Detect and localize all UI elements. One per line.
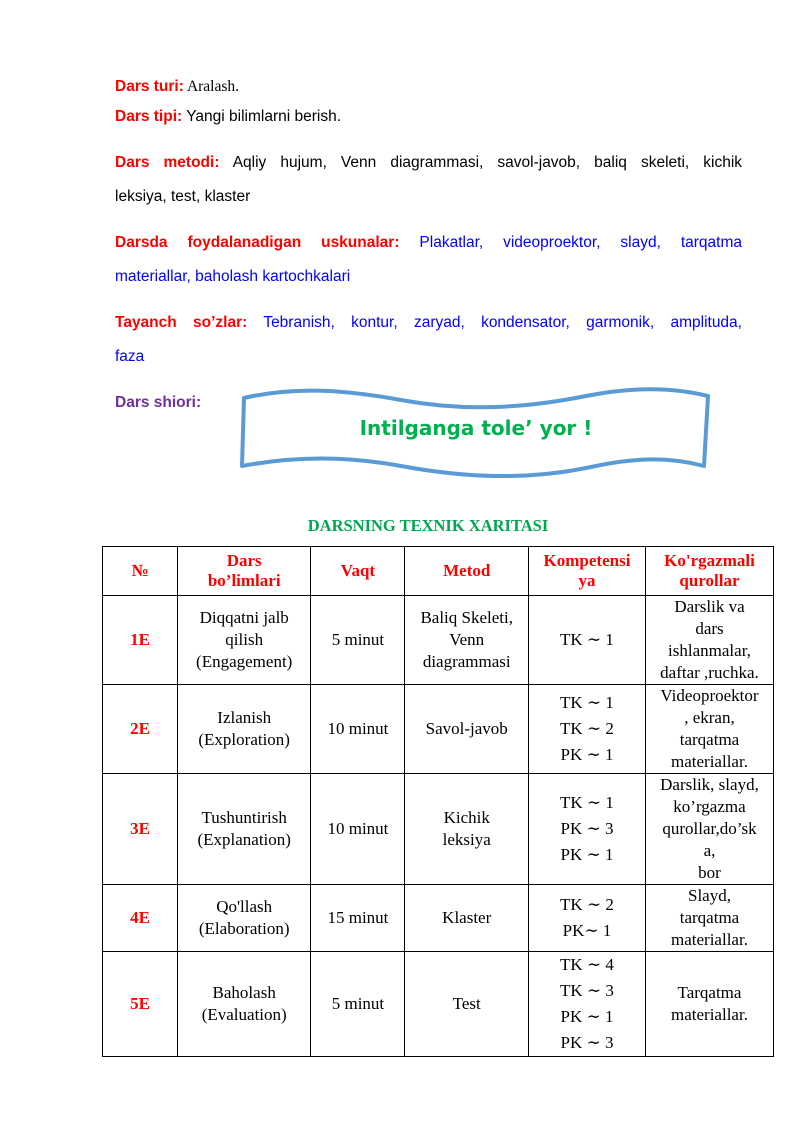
cell-method-line: Venn <box>449 630 485 649</box>
cell-number: 4E <box>103 885 178 952</box>
header-visual-aids-line: qurollar <box>679 571 740 590</box>
cell-section-line: Qo'llash <box>216 897 273 916</box>
cell-visual-aids <box>645 952 773 1057</box>
lesson-kind-label: Dars tipi: <box>115 108 183 125</box>
cell-section-line: (Engagement) <box>196 652 293 671</box>
cell-method-line: Test <box>452 994 481 1013</box>
cell-method <box>405 952 529 1057</box>
cell-visual-aids-line: tarqatma <box>679 730 740 749</box>
cell-competence-line: PK ∼ 1 <box>560 1007 614 1026</box>
cell-competence <box>528 685 645 774</box>
table-row <box>103 596 774 685</box>
cell-method <box>405 596 529 685</box>
table-header-row <box>103 547 774 596</box>
cell-visual-aids-line: Tarqatma <box>677 983 742 1002</box>
cell-section-line: (Explanation) <box>197 830 291 849</box>
lesson-method-label: Dars metodi: <box>115 154 220 171</box>
cell-method-line: Baliq Skeleti, <box>420 608 513 627</box>
cell-method-line: Savol-javob <box>425 719 508 738</box>
slogan-text: Intilganga tole’ yor ! <box>359 416 593 440</box>
keywords-value-line2: faza <box>115 348 145 365</box>
cell-time: 10 minut <box>311 774 405 885</box>
cell-competence-line: TK ∼ 3 <box>560 981 614 1000</box>
cell-number: 3E <box>103 774 178 885</box>
equipment-value-line2: materiallar, baholash kartochkalari <box>115 268 351 285</box>
cell-section-line: (Exploration) <box>198 730 290 749</box>
lesson-type-value: Aralash. <box>186 78 240 95</box>
cell-visual-aids-line: a, <box>703 841 716 860</box>
keywords-row <box>115 314 742 332</box>
cell-visual-aids-line: materiallar. <box>671 930 748 949</box>
header-section-line: Dars <box>226 551 262 570</box>
cell-number: 1E <box>103 596 178 685</box>
lesson-type-label: Dars turi: <box>115 78 184 95</box>
cell-method <box>405 774 529 885</box>
header-visual-aids <box>645 547 773 596</box>
cell-visual-aids-line: Darslik va <box>674 597 745 616</box>
header-section <box>177 547 310 596</box>
cell-competence <box>528 596 645 685</box>
cell-visual-aids <box>645 774 773 885</box>
cell-visual-aids-line: materiallar. <box>671 1005 748 1024</box>
cell-section-line: Tushuntirish <box>201 808 287 827</box>
cell-competence-line: TK ∼ 1 <box>560 630 614 649</box>
cell-competence-line: PK ∼ 1 <box>560 745 614 764</box>
header-competence-line: ya <box>578 571 596 590</box>
lesson-method-value-line1: Aqliy hujum, Venn diagrammasi, savol-javob, baliq skeleti, kichik <box>232 154 743 171</box>
cell-method-line: Klaster <box>442 908 492 927</box>
technical-map-title: DARSNING TEXNIK XARITASI <box>307 516 549 535</box>
table-row <box>103 952 774 1057</box>
cell-method-line: diagrammasi <box>422 652 511 671</box>
equipment-row <box>115 234 742 252</box>
table-row <box>103 685 774 774</box>
keywords-value-line1: Tebranish, kontur, zaryad, kondensator, garmonik, amplituda, <box>263 314 742 331</box>
cell-time: 5 minut <box>311 952 405 1057</box>
cell-visual-aids-line: ishlanmalar, <box>668 641 751 660</box>
header-competence-line: Kompetensi <box>543 551 631 570</box>
equipment-row-cont <box>115 268 742 286</box>
cell-visual-aids-line: materiallar. <box>671 752 748 771</box>
cell-section <box>177 885 310 952</box>
cell-visual-aids-line: , ekran, <box>684 708 735 727</box>
lesson-method-value-line2: leksiya, test, klaster <box>115 188 251 205</box>
cell-competence <box>528 885 645 952</box>
cell-section-line: (Elaboration) <box>198 919 290 938</box>
header-number: № <box>103 547 178 596</box>
equipment-label: Darsda foydalanadigan uskunalar: <box>115 234 400 251</box>
cell-visual-aids-line: Slayd, <box>687 886 731 905</box>
lesson-kind-row <box>115 108 742 126</box>
cell-method-line: Kichik <box>443 808 490 827</box>
lesson-method-row <box>115 154 742 172</box>
cell-competence-line: PK∼ 1 <box>562 921 612 940</box>
lesson-method-row-cont <box>115 188 742 206</box>
cell-competence-line: PK ∼ 3 <box>560 1033 614 1052</box>
lesson-kind-value: Yangi bilimlarni berish. <box>186 108 341 125</box>
table-body <box>103 596 774 1057</box>
header-section-line: bo’limlari <box>207 571 281 590</box>
technical-map-table <box>102 546 774 1057</box>
cell-competence-line: TK ∼ 1 <box>560 693 614 712</box>
cell-visual-aids-line: Darslik, slayd, <box>660 775 759 794</box>
cell-visual-aids-line: tarqatma <box>679 908 740 927</box>
cell-number: 5E <box>103 952 178 1057</box>
cell-visual-aids-line: bor <box>698 863 721 882</box>
cell-visual-aids-line: daftar ,ruchka. <box>660 663 759 682</box>
cell-competence-line: PK ∼ 3 <box>560 819 614 838</box>
cell-section-line: Baholash <box>212 983 276 1002</box>
cell-section <box>177 952 310 1057</box>
cell-time: 5 minut <box>311 596 405 685</box>
cell-competence-line: PK ∼ 1 <box>560 845 614 864</box>
cell-visual-aids-line: dars <box>695 619 724 638</box>
cell-competence-line: TK ∼ 2 <box>560 895 614 914</box>
cell-method <box>405 885 529 952</box>
keywords-label: Tayanch so’zlar: <box>115 314 248 331</box>
cell-competence-line: TK ∼ 4 <box>560 955 614 974</box>
cell-time: 15 minut <box>311 885 405 952</box>
cell-visual-aids-line: ko’rgazma <box>673 797 746 816</box>
cell-competence <box>528 952 645 1057</box>
cell-section-line: Diqqatni jalb <box>199 608 289 627</box>
cell-section <box>177 596 310 685</box>
table-row <box>103 774 774 885</box>
cell-visual-aids <box>645 885 773 952</box>
cell-method-line: leksiya <box>442 830 491 849</box>
table-row <box>103 885 774 952</box>
cell-competence-line: TK ∼ 1 <box>560 793 614 812</box>
cell-competence <box>528 774 645 885</box>
cell-visual-aids-line: qurollar,do’sk <box>662 819 757 838</box>
cell-section-line: Izlanish <box>217 708 272 727</box>
cell-section <box>177 774 310 885</box>
slogan-label: Dars shiori: <box>115 394 202 411</box>
header-competence <box>528 547 645 596</box>
keywords-row-cont <box>115 348 742 366</box>
header-time: Vaqt <box>311 547 405 596</box>
cell-time: 10 minut <box>311 685 405 774</box>
cell-section <box>177 685 310 774</box>
cell-visual-aids-line: Videoproektor <box>660 686 759 705</box>
equipment-value-line1: Plakatlar, videoproektor, slayd, tarqatma <box>419 234 742 251</box>
header-method: Metod <box>405 547 529 596</box>
cell-competence-line: TK ∼ 2 <box>560 719 614 738</box>
cell-section-line: qilish <box>225 630 264 649</box>
cell-method <box>405 685 529 774</box>
cell-section-line: (Evaluation) <box>201 1005 287 1024</box>
cell-visual-aids <box>645 596 773 685</box>
cell-number: 2E <box>103 685 178 774</box>
header-visual-aids-line: Ko'rgazmali <box>664 551 755 570</box>
lesson-type-row <box>115 78 742 96</box>
cell-visual-aids <box>645 685 773 774</box>
